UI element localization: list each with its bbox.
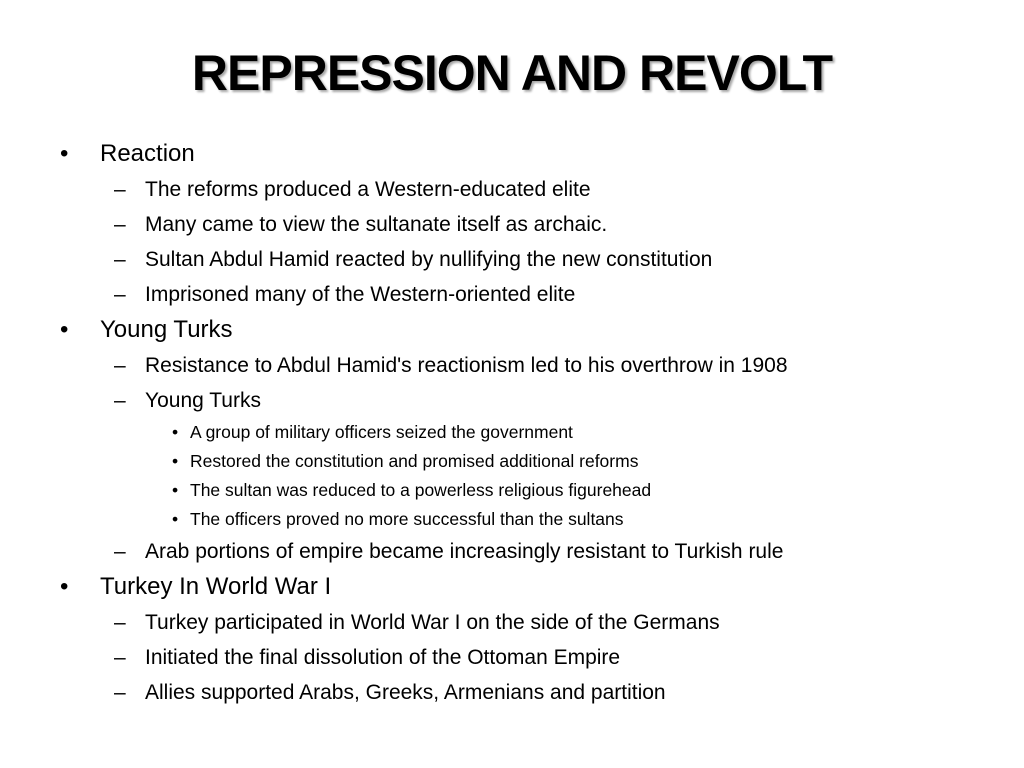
bullet-icon: • bbox=[60, 573, 69, 600]
sub-bullet bbox=[0, 383, 1024, 418]
bullet-icon: • bbox=[60, 140, 69, 167]
sub-bullet-text: Arab portions of empire became increasingly resistant to Turkish rule bbox=[145, 540, 784, 563]
sub-bullet-text: Sultan Abdul Hamid reacted by nullifying the new constitution bbox=[145, 248, 713, 271]
sub-bullet-text: Imprisoned many of the Western-oriented elite bbox=[145, 283, 576, 306]
sub-bullet bbox=[0, 640, 1024, 675]
sub-sub-bullet bbox=[0, 418, 1024, 447]
sub-bullet-text: The reforms produced a Western-educated elite bbox=[145, 178, 591, 201]
bullet-text: Turkey In World War I bbox=[100, 573, 332, 600]
dash-icon: – bbox=[114, 283, 126, 306]
sub-bullet bbox=[0, 207, 1024, 242]
sub-sub-bullet-text: The officers proved no more successful than the sultans bbox=[190, 509, 624, 529]
dash-icon: – bbox=[114, 646, 126, 669]
slide-content bbox=[0, 136, 1024, 716]
sub-bullet bbox=[0, 277, 1024, 312]
bullet-icon: • bbox=[172, 509, 179, 529]
sub-sub-bullet-text: The sultan was reduced to a powerless religious figurehead bbox=[190, 480, 652, 500]
bullet-icon: • bbox=[172, 422, 179, 442]
dash-icon: – bbox=[114, 681, 126, 704]
bullet-icon: • bbox=[60, 316, 69, 343]
sub-bullet bbox=[0, 534, 1024, 569]
sub-sub-bullet-text: A group of military officers seized the government bbox=[190, 422, 573, 442]
sub-bullet bbox=[0, 172, 1024, 207]
bullet-text: Young Turks bbox=[100, 316, 233, 343]
dash-icon: – bbox=[114, 178, 126, 201]
sub-bullet bbox=[0, 605, 1024, 640]
bullet-text: Reaction bbox=[100, 140, 195, 167]
bullet-turkey-ww1 bbox=[0, 569, 1024, 605]
sub-sub-bullet-text: Restored the constitution and promised additional reforms bbox=[190, 451, 639, 471]
sub-bullet bbox=[0, 348, 1024, 383]
bullet-young-turks bbox=[0, 312, 1024, 348]
sub-bullet bbox=[0, 675, 1024, 710]
bullet-icon: • bbox=[172, 480, 179, 500]
sub-bullet bbox=[0, 242, 1024, 277]
dash-icon: – bbox=[114, 213, 126, 236]
sub-bullet-text: Turkey participated in World War I on the side of the Germans bbox=[145, 611, 720, 634]
dash-icon: – bbox=[114, 540, 126, 563]
sub-bullet-text: Allies supported Arabs, Greeks, Armenians and partition bbox=[145, 681, 666, 704]
dash-icon: – bbox=[114, 354, 126, 377]
dash-icon: – bbox=[114, 389, 126, 412]
sub-bullet-text: Initiated the final dissolution of the Ottoman Empire bbox=[145, 646, 621, 669]
sub-sub-bullet bbox=[0, 447, 1024, 476]
sub-bullet-text: Many came to view the sultanate itself as archaic. bbox=[145, 213, 608, 236]
sub-bullet-text: Young Turks bbox=[145, 389, 261, 412]
sub-bullet-text: Resistance to Abdul Hamid's reactionism led to his overthrow in 1908 bbox=[145, 354, 788, 377]
bullet-icon: • bbox=[172, 451, 179, 471]
slide-title: REPRESSION AND REVOLT bbox=[191, 45, 833, 101]
dash-icon: – bbox=[114, 248, 126, 271]
sub-sub-bullet bbox=[0, 476, 1024, 505]
dash-icon: – bbox=[114, 611, 126, 634]
bullet-reaction bbox=[0, 136, 1024, 172]
sub-sub-bullet bbox=[0, 505, 1024, 534]
